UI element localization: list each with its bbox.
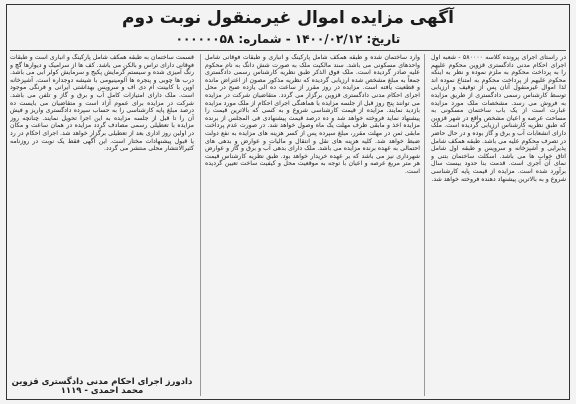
signature-block bbox=[10, 376, 194, 396]
body-text-right: در راستای اجرای پرونده کلاسه ۵۸۰۰۰۰ - شعبه اول اجرای احکام مدنی دادگستری قزوین محکوم علیهم را به پرداخت محکوم به ملزم نموده و نظر به اینکه محکوم علیهم از پرداخت محکوم به امتناع نموده اند لذا اموال غیرمنقول آنان پس از توقیف و ارزیابی توسط کارشناس رسمی دادگستری از طریق مزایده به فروش می رسد. مشخصات ملک مورد مزایده عبارت است از یک باب ساختمان مسکونی به مساحت عرصه و اعیان مشخص واقع در شهر قزوین که طبق نظریه کارشناس ارزیابی گردیده است. ملک دارای انشعابات آب و برق و گاز بوده و در حال حاضر در تصرف محکوم علیه می باشد. طبقه همکف شامل پذیرایی و آشپزخانه و سرویس و طبقه اول شامل اتاق خواب ها می باشد. اسکلت ساختمان بتنی و نمای آن آجری است. قدمت بنا حدود بیست سال برآورد شده است. مزایده از قیمت پایه کارشناسی شروع و به بالاترین پیشنهاد دهنده فروخته خواهد شد. bbox=[431, 54, 566, 183]
body-text-left: قسمت ساختمان به طبقه همکف شامل پارکینگ و انباری است و طبقات فوقانی دارای تراس و بالکن می باشد. کف ها از سرامیک و دیوارها گچ و رنگ آمیزی شده و سیستم گرمایش پکیج و سرمایش کولر آبی می باشد. درب ها چوبی و پنجره ها آلومینیومی با شیشه دوجداره است. آشپزخانه اوپن با کابینت ام دی اف و سرویس بهداشتی ایرانی و فرنگی موجود است. ملک دارای امتیازات کامل آب و برق و گاز و تلفن می باشد. شرکت در مزایده برای عموم آزاد است و متقاضیان می بایست ده درصد مبلغ پایه کارشناسی را به حساب سپرده دادگستری واریز و فیش آن را تا قبل از جلسه مزایده به این اجرا تحویل نمایند. چنانچه روز مزایده با تعطیلی رسمی مصادف گردد مزایده در همان ساعت و مکان در اولین روز اداری بعد از تعطیلی برگزار خواهد شد. اجرای احکام در رد یا قبول پیشنهادات مختار است. این آگهی فقط یک نوبت در روزنامه کثیرالانتشار محلی منتشر می گردد. bbox=[10, 54, 194, 153]
body-column-left bbox=[10, 54, 194, 396]
signature-organization: دادورز اجرای احکام مدنی دادگستری قزوین bbox=[11, 376, 193, 387]
notice-title: آگهی مزایده اموال غیرمنقول نوبت دوم bbox=[122, 8, 454, 28]
notice-body bbox=[10, 54, 566, 396]
body-column-right bbox=[431, 54, 566, 396]
body-text-middle: وارد ساختمان شده و طبقه همکف شامل پارکینگ و انباری و طبقات فوقانی شامل واحدهای مسکونی می باشد. سند مالکیت ملک به صورت شش دانگ به نام محکوم علیه صادر گردیده است. ملک فوق الذکر طبق نظریه کارشناس رسمی دادگستری جمعاً به مبلغ مشخص شده ارزیابی گردیده که نظریه مذکور مصون از اعتراض مانده و قطعیت یافته است. مزایده در روز مقرر از ساعت ده الی یازده صبح در محل اجرای احکام مدنی دادگستری قزوین برگزار می گردد. متقاضیان شرکت در مزایده می توانند پنج روز قبل از جلسه مزایده با هماهنگی اجرای احکام از ملک مورد مزایده بازدید نمایند. مزایده از قیمت کارشناسی شروع و به کسی که بالاترین قیمت را پیشنهاد نماید فروخته خواهد شد و ده درصد قیمت پیشنهادی فی المجلس از برنده مزایده اخذ و مابقی ظرف مهلت یک ماه وصول خواهد شد. در صورت عدم پرداخت مابقی ثمن در مهلت مقرر، مبلغ سپرده پس از کسر هزینه های مزایده به نفع دولت ضبط خواهد شد. کلیه هزینه های نقل و انتقال و مالیات و عوارض و بدهی های احتمالی به عهده برنده مزایده می باشد. ملک دارای بدهی آب و برق و گاز و عوارض شهرداری نیز می باشد که بر عهده خریدار خواهد بود. طبق نظریه کارشناس قیمت هر متر مربع عرصه و اعیان با توجه به موقعیت محل و کیفیت ساخت تعیین گردیده است. bbox=[205, 54, 420, 175]
body-column-middle bbox=[200, 54, 425, 396]
notice-date-number: تاریخ: ۱۴۰۰/۰۲/۱۲ - شماره: ۰۰۰۰۰۰۵۸ bbox=[175, 32, 401, 46]
signature-name: محمد احمدی - ۱۱۱۹ bbox=[60, 386, 144, 396]
header-divider bbox=[10, 50, 566, 51]
